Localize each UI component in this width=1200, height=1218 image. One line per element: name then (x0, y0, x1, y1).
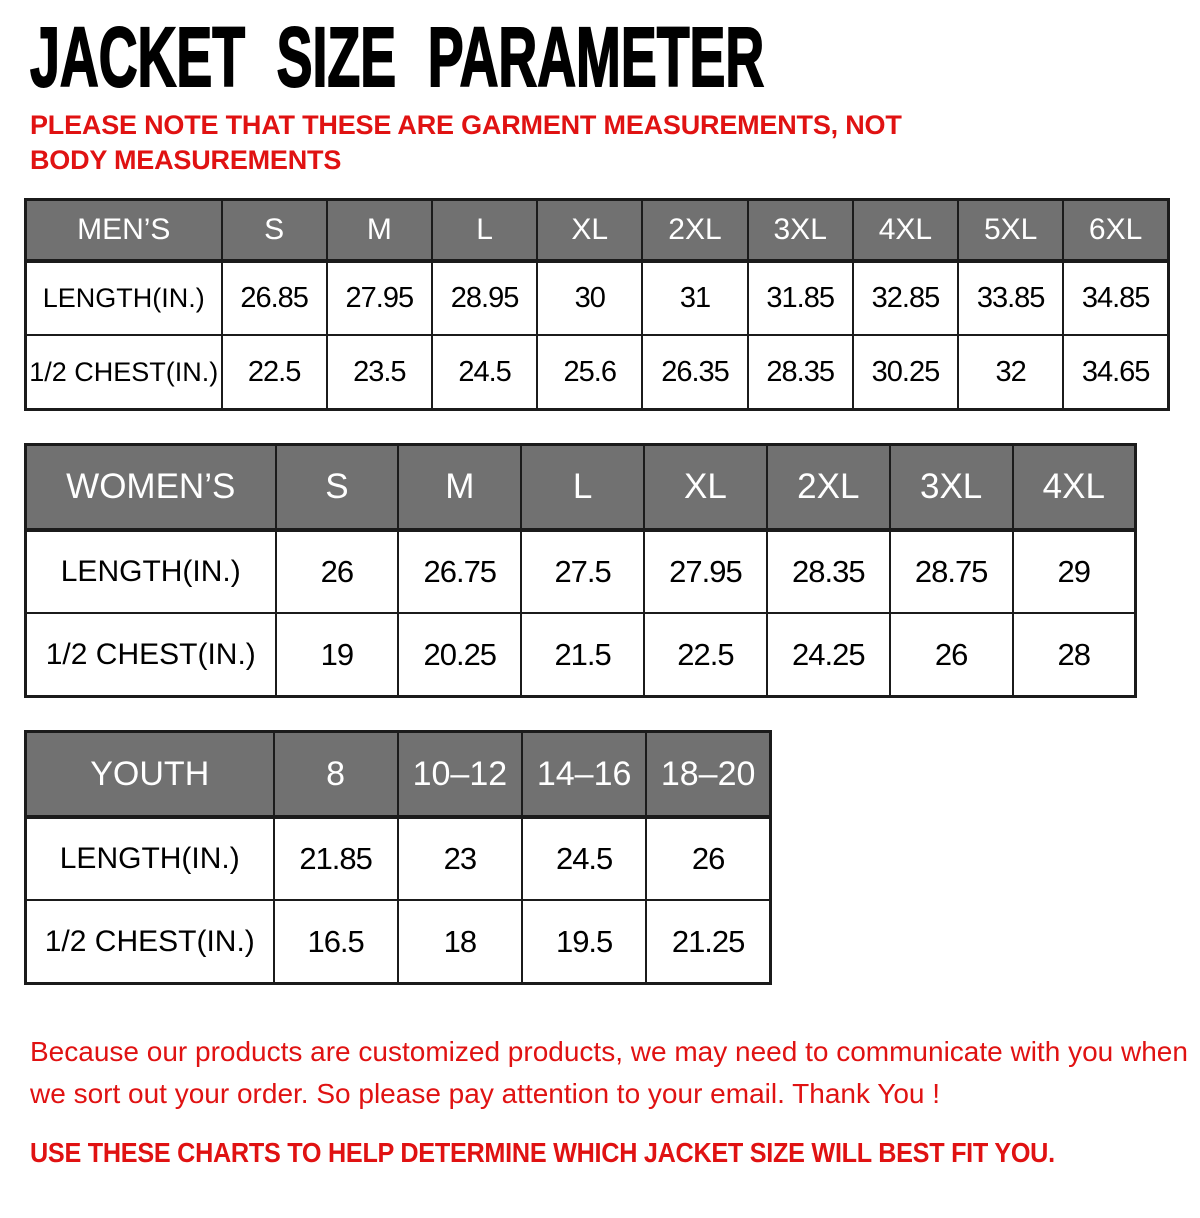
size-header-cell: XL (537, 199, 642, 261)
size-header-cell: 10–12 (398, 731, 522, 817)
usage-note: USE THESE CHARTS TO HELP DETERMINE WHICH JACKET SIZE WILL BEST FIT YOU. (30, 1136, 1055, 1168)
measure-value-cell: 31.85 (748, 261, 853, 335)
size-table (24, 730, 772, 985)
jacket-size-chart-page (0, 10, 1200, 1169)
measurement-row (26, 817, 771, 900)
measure-value-cell: 25.6 (537, 335, 642, 409)
table-name-cell: YOUTH (26, 731, 274, 817)
measure-label-cell: LENGTH(IN.) (26, 530, 276, 613)
size-header-cell: XL (644, 444, 767, 530)
measurement-row (26, 900, 771, 983)
measure-value-cell: 26 (890, 613, 1013, 696)
youth-size-table (24, 730, 1200, 985)
garment-measurement-note: PLEASE NOTE THAT THESE ARE GARMENT MEASUREMENTS, NOT BODY MEASUREMENTS (30, 109, 902, 175)
measure-value-cell: 16.5 (274, 900, 398, 983)
measure-value-cell: 28.75 (890, 530, 1013, 613)
measure-label-cell: 1/2 CHEST(IN.) (26, 900, 274, 983)
measure-value-cell: 21.5 (521, 613, 644, 696)
measure-value-cell: 32 (958, 335, 1063, 409)
measure-value-cell: 30 (537, 261, 642, 335)
size-table (24, 443, 1137, 698)
measure-value-cell: 28 (1013, 613, 1136, 696)
size-header-row (26, 444, 1136, 530)
size-header-cell: S (222, 199, 327, 261)
measure-value-cell: 20.25 (398, 613, 521, 696)
measurement-row (26, 261, 1169, 335)
measure-value-cell: 23 (398, 817, 522, 900)
measure-value-cell: 19.5 (522, 900, 646, 983)
page-title: JACKET SIZE PARAMETER (30, 10, 765, 104)
measurement-row (26, 530, 1136, 613)
size-header-cell: S (276, 444, 399, 530)
measure-value-cell: 31 (642, 261, 747, 335)
size-header-cell: 4XL (853, 199, 958, 261)
size-header-row (26, 199, 1169, 261)
size-header-cell: 5XL (958, 199, 1063, 261)
measure-value-cell: 27.95 (644, 530, 767, 613)
measure-value-cell: 28.35 (767, 530, 890, 613)
measurement-row (26, 613, 1136, 696)
measure-value-cell: 24.25 (767, 613, 890, 696)
measure-value-cell: 18 (398, 900, 522, 983)
measure-value-cell: 22.5 (644, 613, 767, 696)
size-header-row (26, 731, 771, 817)
size-header-cell: 3XL (890, 444, 1013, 530)
measure-value-cell: 32.85 (853, 261, 958, 335)
table-name-cell: MEN’S (26, 199, 222, 261)
size-header-cell: M (398, 444, 521, 530)
measure-value-cell: 26 (276, 530, 399, 613)
measurement-row (26, 335, 1169, 409)
size-header-cell: L (521, 444, 644, 530)
measure-value-cell: 28.95 (432, 261, 537, 335)
measure-value-cell: 24.5 (432, 335, 537, 409)
measure-value-cell: 34.85 (1063, 261, 1168, 335)
size-header-cell: 8 (274, 731, 398, 817)
size-header-cell: 18–20 (646, 731, 770, 817)
measure-value-cell: 26 (646, 817, 770, 900)
size-header-cell: 14–16 (522, 731, 646, 817)
measure-value-cell: 22.5 (222, 335, 327, 409)
measure-value-cell: 29 (1013, 530, 1136, 613)
size-header-cell: 6XL (1063, 199, 1168, 261)
measure-value-cell: 21.25 (646, 900, 770, 983)
customization-note: Because our products are customized products, we may need to communicate with you when we sort out your order. So please pay attention to your email. Thank You ! (30, 1035, 1188, 1109)
womens-size-table (24, 443, 1200, 698)
mens-size-table (24, 198, 1200, 411)
size-header-cell: 2XL (767, 444, 890, 530)
measure-label-cell: LENGTH(IN.) (26, 817, 274, 900)
measure-value-cell: 33.85 (958, 261, 1063, 335)
measure-value-cell: 27.5 (521, 530, 644, 613)
size-header-cell: 4XL (1013, 444, 1136, 530)
measure-value-cell: 21.85 (274, 817, 398, 900)
measure-value-cell: 24.5 (522, 817, 646, 900)
measure-label-cell: 1/2 CHEST(IN.) (26, 335, 222, 409)
measure-value-cell: 27.95 (327, 261, 432, 335)
measure-value-cell: 30.25 (853, 335, 958, 409)
table-name-cell: WOMEN’S (26, 444, 276, 530)
measure-value-cell: 26.35 (642, 335, 747, 409)
measure-label-cell: LENGTH(IN.) (26, 261, 222, 335)
size-header-cell: M (327, 199, 432, 261)
measure-value-cell: 28.35 (748, 335, 853, 409)
measure-value-cell: 19 (276, 613, 399, 696)
measure-label-cell: 1/2 CHEST(IN.) (26, 613, 276, 696)
size-table (24, 198, 1170, 411)
measure-value-cell: 26.75 (398, 530, 521, 613)
size-header-cell: 3XL (748, 199, 853, 261)
size-header-cell: L (432, 199, 537, 261)
measure-value-cell: 34.65 (1063, 335, 1168, 409)
measure-value-cell: 26.85 (222, 261, 327, 335)
size-header-cell: 2XL (642, 199, 747, 261)
measure-value-cell: 23.5 (327, 335, 432, 409)
